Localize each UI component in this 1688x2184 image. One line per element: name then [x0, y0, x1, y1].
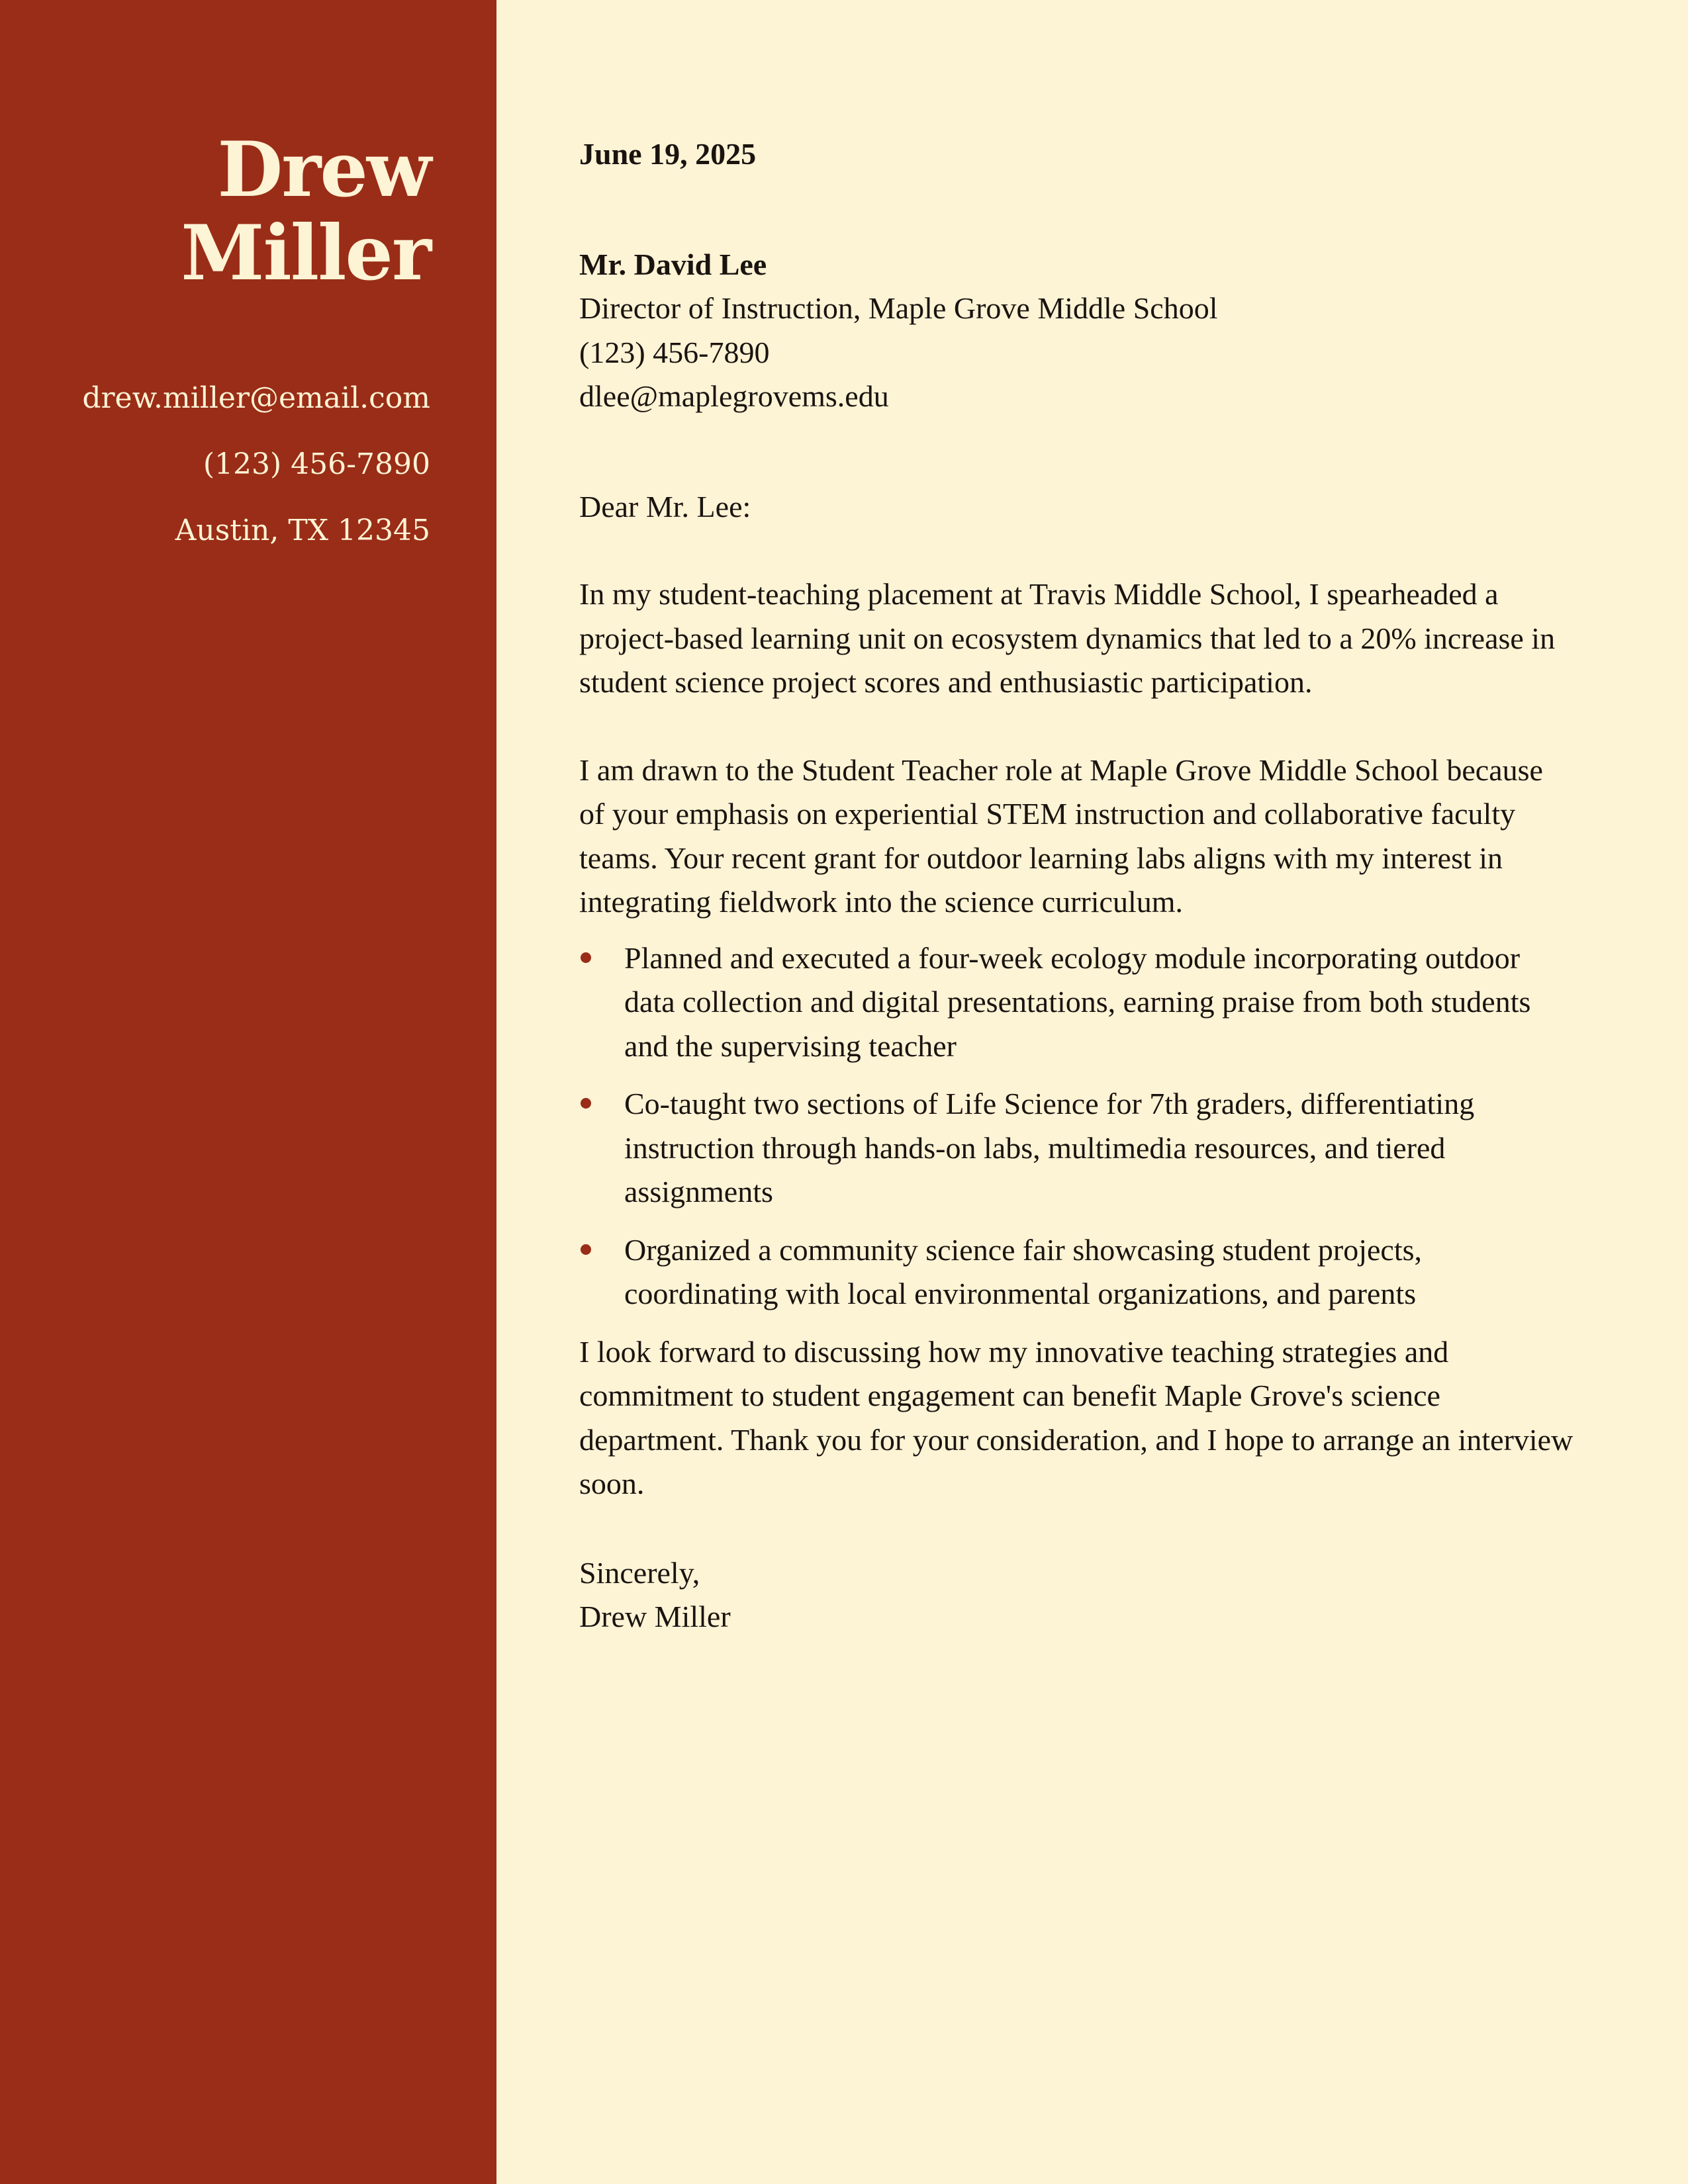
bullet-icon [581, 1244, 591, 1255]
paragraph-motivation: I am drawn to the Student Teacher role at Maple Grove Middle School because of your emphasis on experiential STEM instruction and collaborative faculty teams. Your recent grant for outdoor learning labs aligns with my interest in integrating fieldwork into the science curriculum. [579, 752, 1543, 919]
signoff-block [579, 1551, 1575, 1639]
salutation: Dear Mr. Lee: [579, 489, 751, 523]
recipient-name: Mr. David Lee [579, 247, 767, 281]
achievements-list [579, 936, 1575, 1316]
recipient-block [579, 243, 1575, 419]
signature-name: Drew Miller [579, 1600, 731, 1633]
sender-phone: (123) 456-7890 [203, 447, 430, 481]
sender-first-name: Drew [217, 125, 430, 214]
paragraph-intro: In my student-teaching placement at Travis Middle School, I spearheaded a project-based learning unit on ecosystem dynamics that led to a 20% increase in student science project scores and enthusiastic participation. [579, 577, 1556, 699]
letter-body [579, 132, 1575, 1639]
sender-location: Austin, TX 12345 [175, 514, 430, 547]
sender-name [181, 125, 430, 297]
bullet-icon [581, 1098, 591, 1109]
sender-contact [82, 365, 430, 564]
list-item [579, 1228, 1575, 1316]
sender-email: drew.miller@email.com [82, 381, 430, 415]
signoff: Sincerely, [579, 1555, 700, 1590]
list-item [579, 936, 1575, 1069]
sender-last-name: Miller [181, 208, 430, 297]
sidebar [0, 0, 496, 2184]
list-item-text: Planned and executed a four-week ecology module incorporating outdoor data collection and digital presentations, earning praise from both students and the supervising teacher [624, 940, 1531, 1063]
paragraph-closing: I look forward to discussing how my innovative teaching strategies and commitment to student engagement can benefit Maple Grove's science department. Thank you for your consideration, and I hope to arrange an interview soon. [579, 1334, 1573, 1500]
recipient-phone: (123) 456-7890 [579, 335, 770, 369]
list-item-text: Co-taught two sections of Life Science for 7th graders, differentiating instruction through hands-on labs, multimedia resources, and tiered assignments [624, 1087, 1475, 1208]
list-item-text: Organized a community science fair showcasing student projects, coordinating with local environmental organizations, and parents [624, 1232, 1423, 1310]
list-item [579, 1082, 1575, 1214]
letter-date: June 19, 2025 [579, 137, 757, 171]
recipient-title: Director of Instruction, Maple Grove Middle School [579, 291, 1218, 325]
bullet-icon [581, 952, 591, 963]
recipient-email: dlee@maplegrovems.edu [579, 379, 889, 413]
